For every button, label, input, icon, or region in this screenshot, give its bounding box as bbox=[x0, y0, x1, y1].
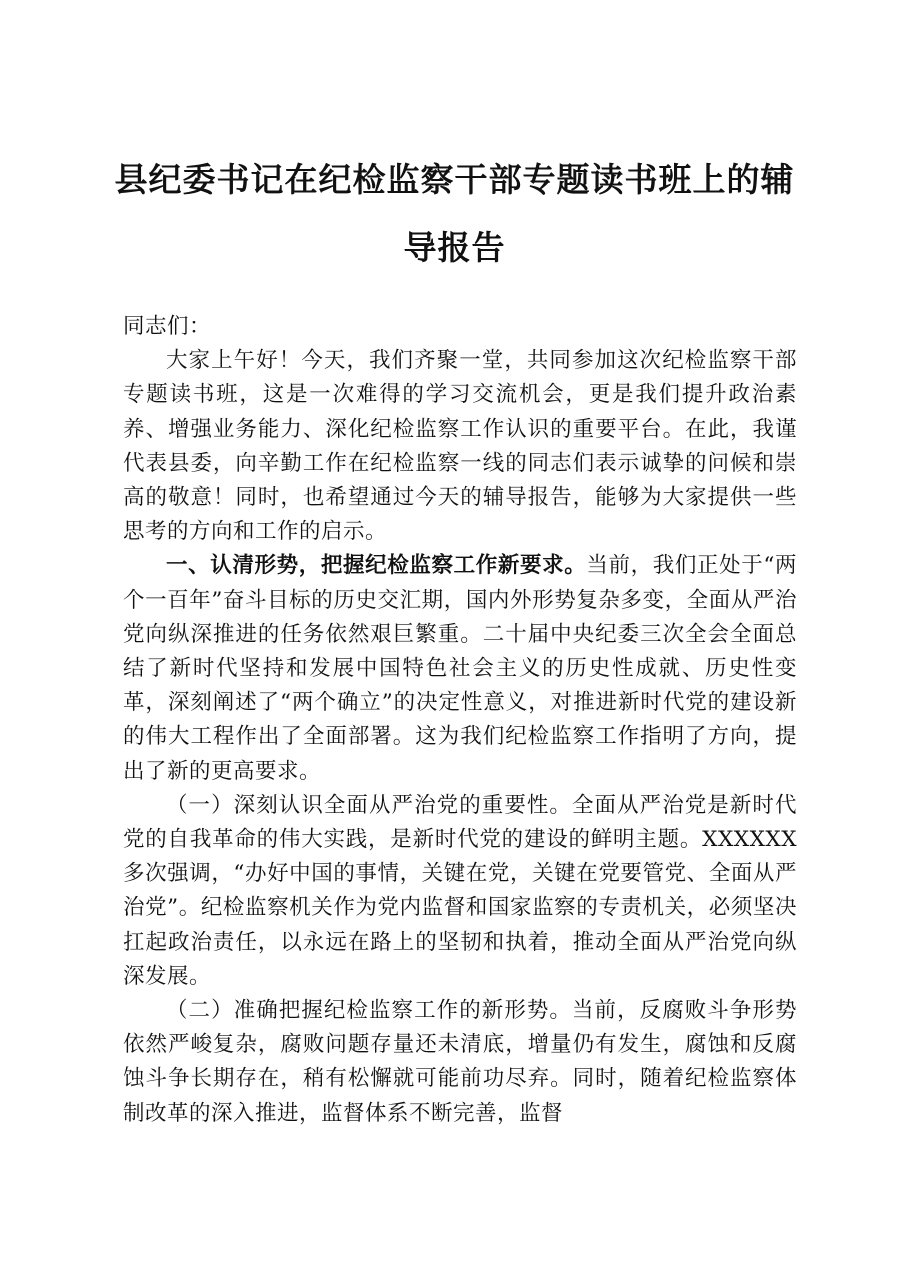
subsection-1-heading: （一）深刻认识全面从严治党的重要性。 bbox=[166, 792, 572, 818]
document-body bbox=[123, 310, 797, 1131]
section-1-heading: 一、认清形势，把握纪检监察工作新要求。 bbox=[166, 553, 587, 579]
paragraph-opening: 大家上午好！今天，我们齐聚一堂，共同参加这次纪检监察干部专题读书班，这是一次难得的学习交流机会，更是我们提升政治素养、增强业务能力、深化纪检监察工作认识的重要平台。在此，我谨代表县委，向辛勤工作在纪检监察一线的同志们表示诚挚的问候和崇高的敬意！同时，也希望通过今天的辅导报告，能够为大家提供一些思考的方向和工作的启示。 bbox=[123, 348, 797, 545]
section-1-text: 当前，我们正处于“两个一百年”奋斗目标的历史交汇期，国内外形势复杂多变，全面从严治党向纵深推进的任务依然艰巨繁重。二十届中央纪委三次全会全面总结了新时代坚持和发展中国特色社会主义的历史性成就、历史性变革，深刻阐述了“两个确立”的决定性意义，对推进新时代党的建设新的伟大工程作出了全面部署。这为我们纪检监察工作指明了方向，提出了新的更高要求。 bbox=[123, 553, 797, 784]
document-title-line-1: 县纪委书记在纪检监察干部专题读书班上的辅 bbox=[114, 160, 795, 199]
subsection-1-paragraph bbox=[123, 789, 797, 994]
subsection-2-heading: （二）准确把握纪检监察工作的新形势。 bbox=[166, 998, 572, 1024]
salutation: 同志们： bbox=[123, 314, 212, 339]
section-1-paragraph bbox=[123, 549, 797, 788]
subsection-2-paragraph bbox=[123, 994, 797, 1131]
document-title-line-2: 导报告 bbox=[403, 228, 506, 267]
subsection-1-text: 全面从严治党是新时代党的自我革命的伟大实践，是新时代党的建设的鲜明主题。XXXXXX 多次强调，“办好中国的事情，关键在党，关键在党要管党、全面从严治党”。纪检监察机关作为党内监督和国家监察的专责机关，必须坚决扛起政治责任，以永远在路上的坚韧和执着，推动全面从严治党向纵深发展。 bbox=[123, 792, 797, 989]
subsection-2-text: 当前，反腐败斗争形势依然严峻复杂，腐败问题存量还未清底，增量仍有发生，腐蚀和反腐蚀斗争长期存在，稍有松懈就可能前功尽弃。同时，随着纪检监察体制改革的深入推进，监督体系不断完善，监督 bbox=[123, 998, 797, 1126]
